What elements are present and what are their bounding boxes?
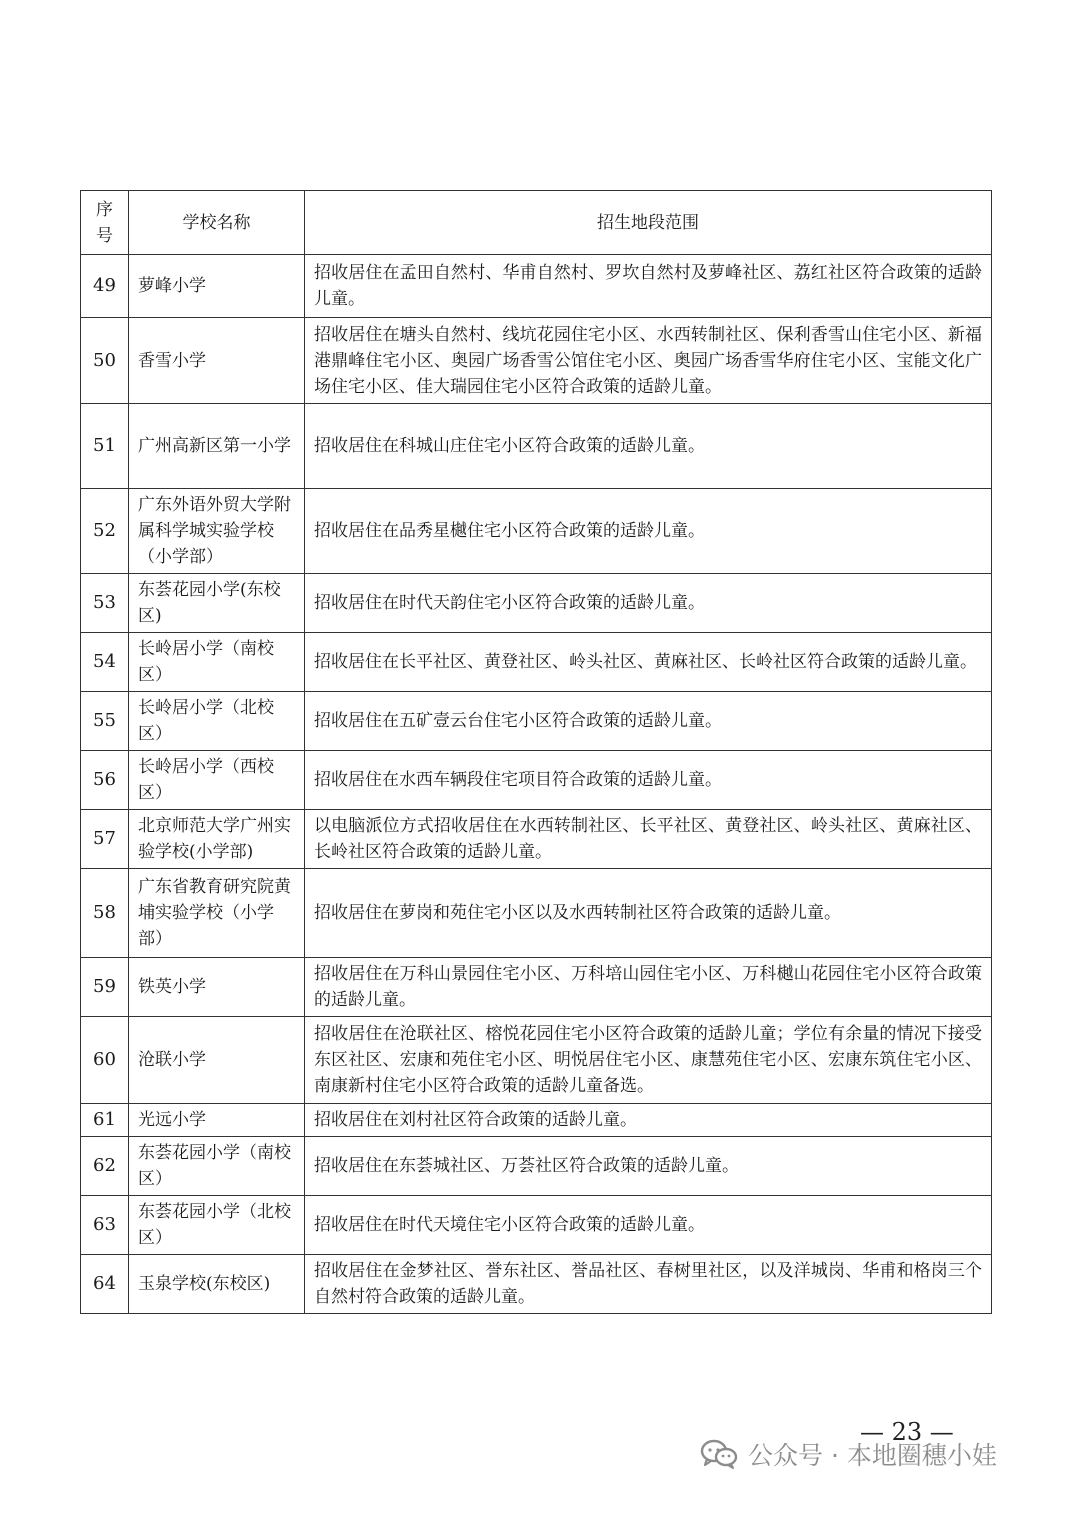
table-row — [81, 404, 992, 489]
row-school-name: 东荟花园小学（北校区） — [129, 1196, 305, 1255]
row-no: 54 — [81, 633, 129, 692]
header-school-name: 学校名称 — [129, 191, 305, 255]
table-row — [81, 692, 992, 751]
watermark-text: 公众号 · 本地圈穗小娃 — [748, 1441, 997, 1470]
table-row — [81, 1255, 992, 1314]
row-zone-range: 招收居住在刘村社区符合政策的适龄儿童。 — [305, 1104, 992, 1137]
row-no: 60 — [81, 1017, 129, 1104]
table-row — [81, 1104, 992, 1137]
row-zone-range: 招收居住在金梦社区、誉东社区、誉品社区、春树里社区，以及洋城岗、华甫和格岗三个自然村符合政策的适龄儿童。 — [305, 1255, 992, 1314]
table-row — [81, 574, 992, 633]
row-zone-range: 招收居住在沧联社区、榕悦花园住宅小区符合政策的适龄儿童；学位有余量的情况下接受东区社区、宏康和苑住宅小区、明悦居住宅小区、康慧苑住宅小区、宏康东筑住宅小区、南康新村住宅小区符合政策的适龄儿童备选。 — [305, 1017, 992, 1104]
row-zone-range: 招收居住在品秀星樾住宅小区符合政策的适龄儿童。 — [305, 489, 992, 574]
row-school-name: 广东省教育研究院黄埔实验学校（小学部） — [129, 869, 305, 958]
enrollment-zone-table — [80, 190, 992, 1314]
row-zone-range: 招收居住在水西车辆段住宅项目符合政策的适龄儿童。 — [305, 751, 992, 810]
table-row — [81, 633, 992, 692]
row-zone-range: 招收居住在科城山庄住宅小区符合政策的适龄儿童。 — [305, 404, 992, 489]
header-zone-range: 招生地段范围 — [305, 191, 992, 255]
table-row — [81, 869, 992, 958]
row-zone-range: 招收居住在长平社区、黄登社区、岭头社区、黄麻社区、长岭社区符合政策的适龄儿童。 — [305, 633, 992, 692]
row-no: 57 — [81, 810, 129, 869]
row-zone-range: 招收居住在时代天韵住宅小区符合政策的适龄儿童。 — [305, 574, 992, 633]
table-row — [81, 1137, 992, 1196]
row-school-name: 长岭居小学（西校区） — [129, 751, 305, 810]
table-row — [81, 318, 992, 404]
row-school-name: 长岭居小学（南校区） — [129, 633, 305, 692]
row-school-name: 东荟花园小学(东校区) — [129, 574, 305, 633]
row-zone-range: 招收居住在孟田自然村、华甫自然村、罗坎自然村及萝峰社区、荔红社区符合政策的适龄儿童。 — [305, 255, 992, 318]
row-no: 53 — [81, 574, 129, 633]
row-no: 52 — [81, 489, 129, 574]
row-zone-range: 招收居住在东荟城社区、万荟社区符合政策的适龄儿童。 — [305, 1137, 992, 1196]
table-row — [81, 489, 992, 574]
row-no: 49 — [81, 255, 129, 318]
row-school-name: 广东外语外贸大学附属科学城实验学校（小学部） — [129, 489, 305, 574]
table-row — [81, 1196, 992, 1255]
watermark — [700, 1432, 997, 1476]
row-no: 50 — [81, 318, 129, 404]
row-zone-range: 招收居住在塘头自然村、线坑花园住宅小区、水西转制社区、保利香雪山住宅小区、新福港鼎峰住宅小区、奥园广场香雪公馆住宅小区、奥园广场香雪华府住宅小区、宝能文化广场住宅小区、佳大瑞园住宅小区符合政策的适龄儿童。 — [305, 318, 992, 404]
row-zone-range: 招收居住在五矿壹云台住宅小区符合政策的适龄儿童。 — [305, 692, 992, 751]
table-row — [81, 751, 992, 810]
wechat-icon — [700, 1438, 738, 1470]
table-row — [81, 1017, 992, 1104]
row-no: 56 — [81, 751, 129, 810]
row-school-name: 玉泉学校(东校区) — [129, 1255, 305, 1314]
row-school-name: 铁英小学 — [129, 958, 305, 1017]
row-no: 59 — [81, 958, 129, 1017]
row-school-name: 长岭居小学（北校区） — [129, 692, 305, 751]
row-school-name: 萝峰小学 — [129, 255, 305, 318]
row-zone-range: 招收居住在时代天境住宅小区符合政策的适龄儿童。 — [305, 1196, 992, 1255]
row-school-name: 香雪小学 — [129, 318, 305, 404]
table-row — [81, 958, 992, 1017]
table-row — [81, 810, 992, 869]
row-school-name: 北京师范大学广州实验学校(小学部) — [129, 810, 305, 869]
row-no: 61 — [81, 1104, 129, 1137]
row-zone-range: 招收居住在万科山景园住宅小区、万科培山园住宅小区、万科樾山花园住宅小区符合政策的适龄儿童。 — [305, 958, 992, 1017]
table-row — [81, 255, 992, 318]
row-zone-range: 招收居住在萝岗和苑住宅小区以及水西转制社区符合政策的适龄儿童。 — [305, 869, 992, 958]
row-school-name: 沧联小学 — [129, 1017, 305, 1104]
row-no: 51 — [81, 404, 129, 489]
row-no: 55 — [81, 692, 129, 751]
row-school-name: 光远小学 — [129, 1104, 305, 1137]
page-number: — 23 — — [860, 1418, 954, 1446]
row-no: 58 — [81, 869, 129, 958]
row-school-name: 东荟花园小学（南校区） — [129, 1137, 305, 1196]
row-school-name: 广州高新区第一小学 — [129, 404, 305, 489]
table-header-row — [81, 191, 992, 255]
row-no: 62 — [81, 1137, 129, 1196]
header-no: 序号 — [81, 191, 129, 255]
row-no: 63 — [81, 1196, 129, 1255]
row-zone-range: 以电脑派位方式招收居住在水西转制社区、长平社区、黄登社区、岭头社区、黄麻社区、长岭社区符合政策的适龄儿童。 — [305, 810, 992, 869]
row-no: 64 — [81, 1255, 129, 1314]
